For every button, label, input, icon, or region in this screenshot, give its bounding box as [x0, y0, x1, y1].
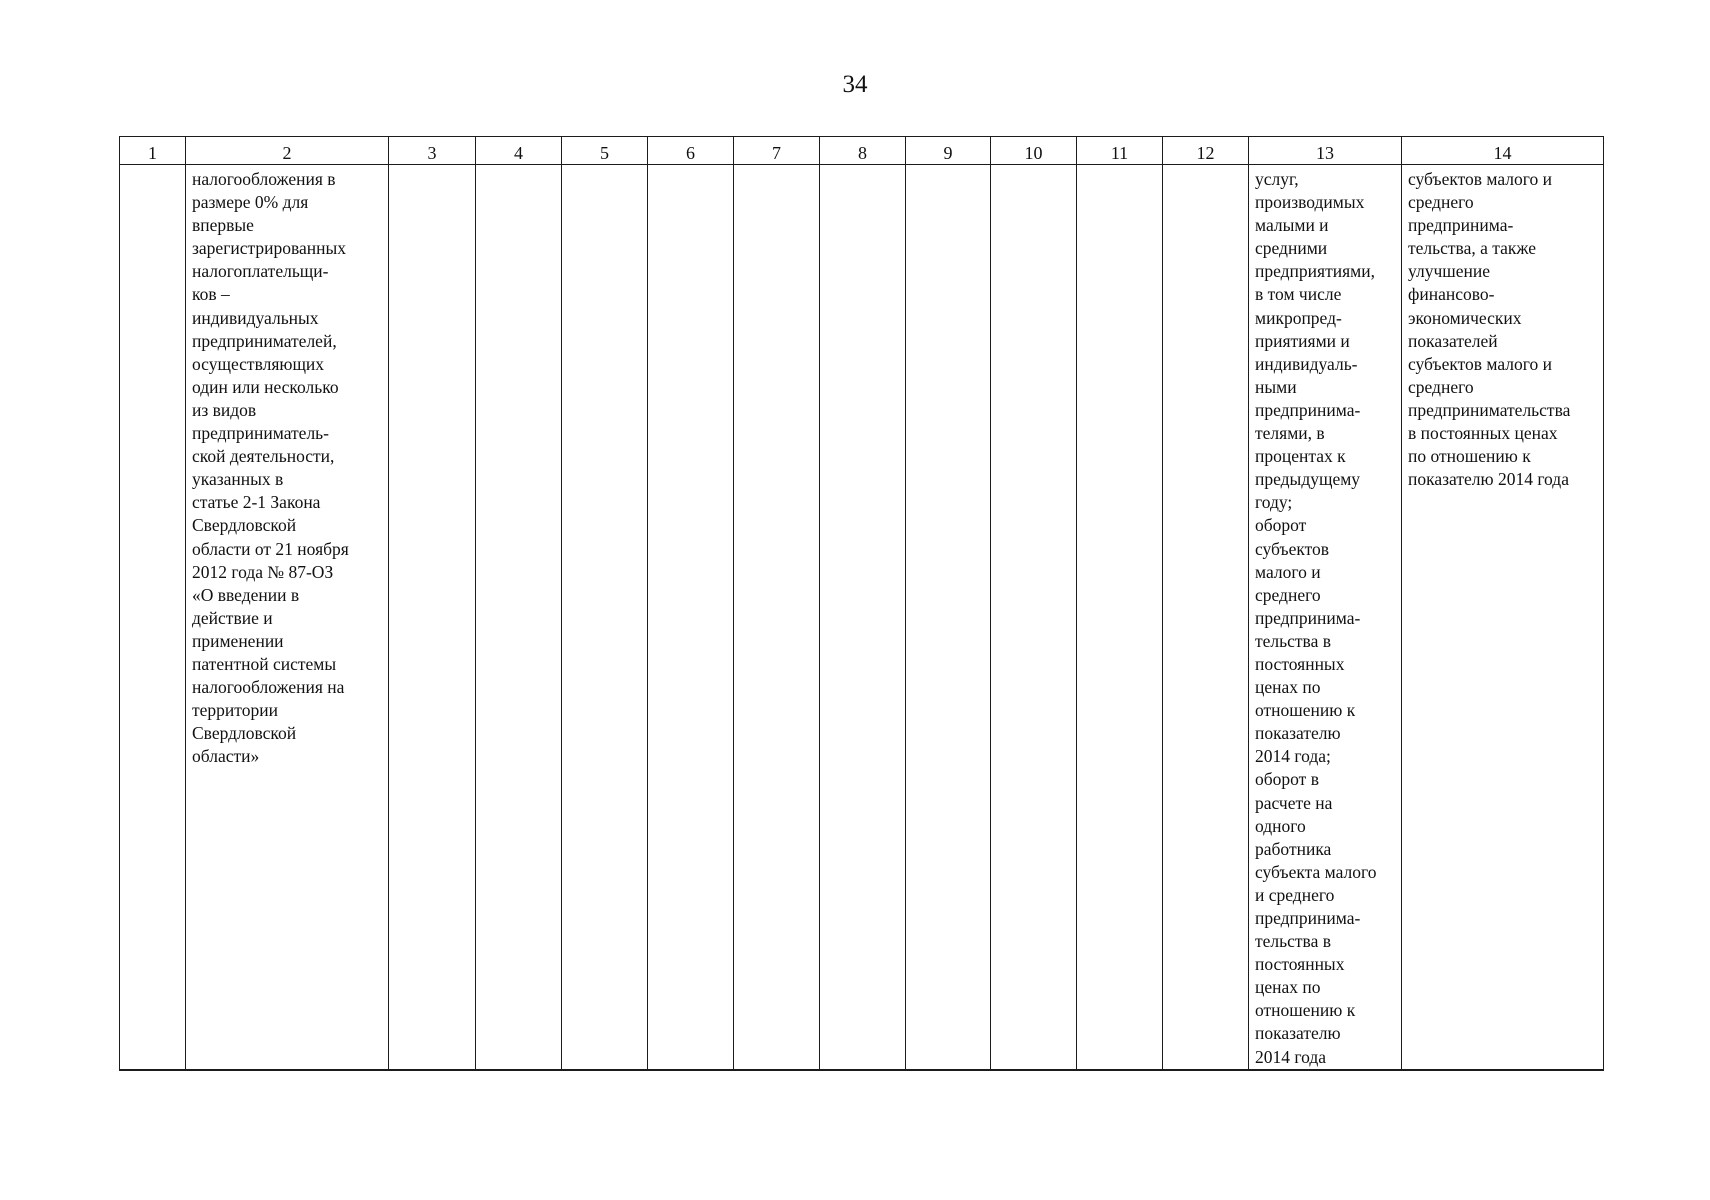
column-header-8: 8	[820, 137, 906, 165]
cell-text-col-6	[648, 165, 733, 168]
table-row	[120, 165, 1604, 1070]
page-number: 34	[842, 71, 868, 98]
column-header-11: 11	[1077, 137, 1163, 165]
cell-col-4	[476, 165, 562, 1070]
cell-text-col-4	[476, 165, 561, 168]
cell-col-7	[734, 165, 820, 1070]
cell-text-col-2: налогообложения в размере 0% для впервые зарегистрированных налогоплательщи- ков – индивидуальных предпринимателей, осуществляющих один или несколько из видов предприниматель- ской деятельности, указанных в статье 2-1 Закона Свердловской области от 21 ноября 2012 года № 87-ОЗ «О введении в действие и применении патентной системы налогообложения на территории Свердловской области»	[192, 169, 349, 767]
cell-text-col-14: субъектов малого и среднего предпринима- тельства, а также улучшение финансово- экономических показателей субъектов малого и среднего предпринимательства в постоянных ценах по отношению к показателю 2014 года	[1408, 169, 1571, 490]
cell-text-col-9	[906, 165, 990, 168]
cell-col-13	[1249, 165, 1402, 1070]
cell-text-col-5	[562, 165, 647, 168]
column-header-13: 13	[1249, 137, 1402, 165]
column-header-2: 2	[186, 137, 389, 165]
cell-col-2	[186, 165, 389, 1070]
cell-text-col-11	[1077, 165, 1162, 168]
column-header-6: 6	[648, 137, 734, 165]
cell-col-1	[120, 165, 186, 1070]
cell-text-col-7	[734, 165, 819, 168]
cell-text-col-1	[120, 165, 185, 168]
cell-col-3	[389, 165, 476, 1070]
column-header-10: 10	[991, 137, 1077, 165]
column-header-4: 4	[476, 137, 562, 165]
cell-col-12	[1163, 165, 1249, 1070]
indicator-table	[119, 136, 1604, 1071]
column-header-12: 12	[1163, 137, 1249, 165]
cell-col-8	[820, 165, 906, 1070]
column-header-1: 1	[120, 137, 186, 165]
cell-col-5	[562, 165, 648, 1070]
cell-col-6	[648, 165, 734, 1070]
cell-text-col-10	[991, 165, 1076, 168]
column-header-5: 5	[562, 137, 648, 165]
cell-text-col-13: услуг, производимых малыми и средними предприятиями, в том числе микропред- приятиями и индивидуаль- ными предпринима- телями, в процентах к предыдущему году; оборот субъектов малого и среднего предпринима- тельства в постоянных ценах по отношению к показателю 2014 года; оборот в расчете на одного работника субъекта малого и среднего предпринима- тельства в постоянных ценах по отношению к показателю 2014 года	[1255, 169, 1377, 1067]
column-number-row	[120, 137, 1604, 165]
column-header-9: 9	[906, 137, 991, 165]
cell-col-11	[1077, 165, 1163, 1070]
cell-text-col-3	[389, 165, 475, 168]
cell-text-col-8	[820, 165, 905, 168]
cell-col-14	[1402, 165, 1604, 1070]
column-header-7: 7	[734, 137, 820, 165]
cell-col-9	[906, 165, 991, 1070]
column-header-14: 14	[1402, 137, 1604, 165]
cell-col-10	[991, 165, 1077, 1070]
cell-text-col-12	[1163, 165, 1248, 168]
column-header-3: 3	[389, 137, 476, 165]
